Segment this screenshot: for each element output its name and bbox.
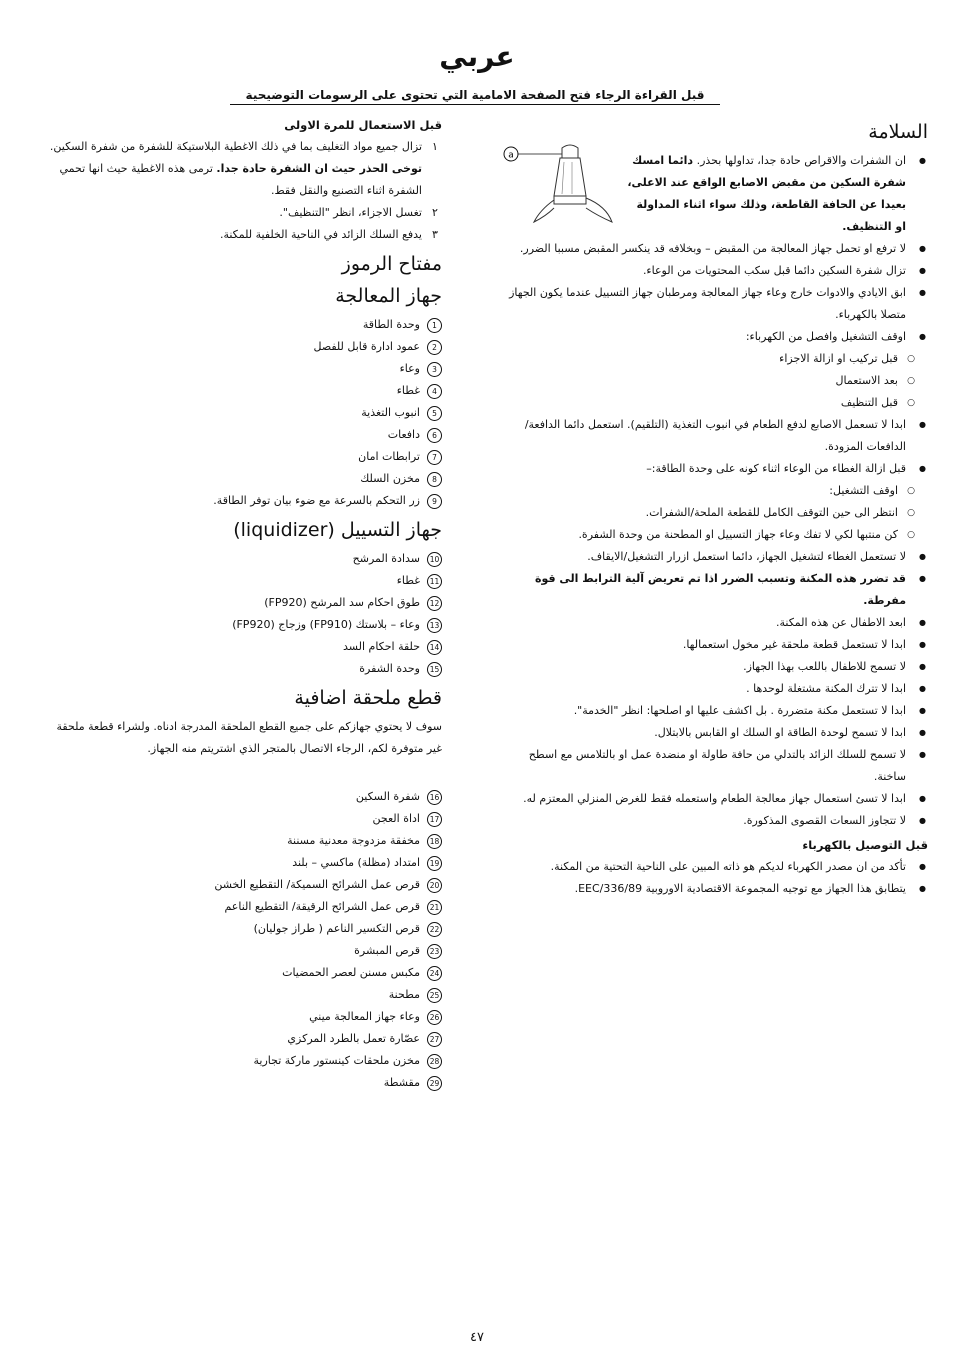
key-number-circle: 17 bbox=[427, 812, 442, 827]
first-use-text bbox=[48, 202, 422, 224]
lid-subitem: ○ كن منتبها لكي لا تفك وعاء جهاز التسييل او المطحنة من وحدة الشفرة. bbox=[498, 524, 928, 546]
key-item-label: دافعات bbox=[387, 428, 420, 441]
key-number-circle: 27 bbox=[427, 1032, 442, 1047]
key-item bbox=[48, 336, 442, 358]
lid-subitem: ○ انتظر الى حين التوقف الكامل للقطعة الملحة/الشفرات. bbox=[498, 502, 928, 524]
power-heading: قبل التوصيل بالكهرباء bbox=[802, 838, 928, 852]
power-bullets bbox=[498, 856, 928, 900]
key-item bbox=[48, 940, 442, 962]
first-use-number: ٣ bbox=[432, 228, 438, 241]
key-item-label: مخفقة مزدوجة معدنية مسننة bbox=[287, 834, 420, 847]
key-number-circle: 13 bbox=[427, 618, 442, 633]
attachments-paragraph: سوف لا يحتوي جهازكم على جميع القطع الملحقة المدرجة ادناه. ولشراء قطعة ملحقة غير متوفرة لكم، الرجاء الاتصال بالمتجر الذي اشتريتم منه الجهاز. bbox=[56, 720, 442, 755]
key-item bbox=[48, 1006, 442, 1028]
safety-bullet: ● ابدا لا تسعمل الاصابع لدفع الطعام في انبوب التغذية (التلقيم). استعمل دائما الدافعة/الدافعات المزودة. bbox=[498, 414, 928, 458]
key-item bbox=[48, 490, 442, 512]
first-use-heading: قبل الاستعمال للمرة الاولى bbox=[284, 118, 442, 132]
key-item-label: شفرة السكين bbox=[355, 790, 420, 803]
key-item-label: طوق احكام سد المرشح (FP920) bbox=[264, 596, 420, 609]
lid-sublist bbox=[498, 480, 928, 546]
key-number-circle: 19 bbox=[427, 856, 442, 871]
safety-bullet: ● لا تتجاوز السعات القصوى المذكورة. bbox=[498, 810, 928, 832]
key-item-label: حلقة احكام السد bbox=[343, 640, 420, 653]
safety-bullet: ● ابدا لا تترك المكنة مشتغلة لوحدها . bbox=[498, 678, 928, 700]
key-item bbox=[48, 1050, 442, 1072]
key-item-label: مقشطة bbox=[383, 1076, 420, 1089]
key-item bbox=[48, 852, 442, 874]
key-item-label: قرص المبشرة bbox=[354, 944, 420, 957]
key-item bbox=[48, 1028, 442, 1050]
key-item bbox=[48, 962, 442, 984]
key-item-label: مكبس مسنن لعصر الحمضيات bbox=[282, 966, 420, 979]
power-bullet: ● يتطابق هذا الجهاز مع توجيه المجموعة الاقتصادية الاوروبية EEC/336/89. bbox=[498, 878, 928, 900]
attachment-list bbox=[48, 786, 442, 1094]
key-item bbox=[48, 314, 442, 336]
key-number-circle: 5 bbox=[427, 406, 442, 421]
key-item-label: انبوب التغذية bbox=[361, 406, 420, 419]
lid-subitem: ○ اوقف التشغيل: bbox=[498, 480, 928, 502]
blade-warning-text: ان الشفرات والاقراص حادة جدا، تداولها بحذر. bbox=[696, 154, 906, 167]
key-number-circle: 16 bbox=[427, 790, 442, 805]
power-bullet: ● تأكد من ان مصدر الكهرباء لديكم هو ذاته المبين على الناحية التحتية من المكنة. bbox=[498, 856, 928, 878]
safety-bullet: ● ابعد الاطفال عن هذه المكنة. bbox=[498, 612, 928, 634]
attachments-heading: قطع ملحقة اضافية bbox=[294, 687, 442, 709]
key-number-circle: 11 bbox=[427, 574, 442, 589]
blade-warning-bold-1: دائما امسك شفرة السكين من مقبض الاصابع bbox=[632, 154, 906, 189]
key-item bbox=[48, 468, 442, 490]
key-number-circle: 25 bbox=[427, 988, 442, 1003]
first-use-text-before: يدفع السلك الزائد في الناحية الخلفية للمكنة. bbox=[219, 228, 422, 241]
key-number-circle: 3 bbox=[427, 362, 442, 377]
first-use-item bbox=[48, 224, 442, 246]
safety-bullet: ● ابق الايادي والادوات خارج وعاء جهاز المعالجة ومرطبان جهاز التسييل عندما يكون الجهاز متصلا بالكهرباء. bbox=[498, 282, 928, 326]
key-item-label: مطحنة bbox=[388, 988, 420, 1001]
left-column bbox=[48, 114, 442, 1094]
key-number-circle: 14 bbox=[427, 640, 442, 655]
safety-bullet: ● ابدا لا تستعمل قطعة ملحقة غير مخول استعمالها. bbox=[498, 634, 928, 656]
key-item-label: قرص التكسير الناعم ( طراز جوليان) bbox=[253, 922, 420, 935]
safety-bullets-2 bbox=[498, 414, 928, 480]
first-use-number: ٢ bbox=[432, 206, 438, 219]
key-item bbox=[48, 984, 442, 1006]
blade-warning-bold-2: الواقع عند الاعلى، بعيدا عن الحافة القاطعة، وذلك سواء اثناء المداولة او التنظيف. bbox=[627, 176, 906, 233]
key-item bbox=[48, 548, 442, 570]
key-item-label: مخزن ملحقات كينستور ماركة تجارية bbox=[253, 1054, 420, 1067]
key-number-circle: 15 bbox=[427, 662, 442, 677]
key-item bbox=[48, 1072, 442, 1094]
key-number-circle: 23 bbox=[427, 944, 442, 959]
unplug-subitem: ○ قبل تركيب او ازالة الاجزاء bbox=[498, 348, 928, 370]
key-number-circle: 26 bbox=[427, 1010, 442, 1025]
first-use-item bbox=[48, 202, 442, 224]
first-use-number: ١ bbox=[432, 140, 438, 153]
safety-heading: السلامة bbox=[868, 121, 928, 143]
page-number: ٤٧ bbox=[470, 1330, 484, 1345]
first-use-text-before: تغسل الاجزاء، انظر "التنظيف". bbox=[279, 206, 422, 219]
processor-heading: جهاز المعالجة bbox=[335, 285, 442, 307]
key-item bbox=[48, 896, 442, 918]
key-number-circle: 22 bbox=[427, 922, 442, 937]
safety-bullet: ● قبل ازالة الغطاء من الوعاء اثناء كونه على وحدة الطاقة:– bbox=[498, 458, 928, 480]
key-item-label: وعاء bbox=[399, 362, 420, 375]
liquidizer-heading: جهاز التسييل (liquidizer) bbox=[233, 519, 442, 541]
safety-bullet: ● ابدا لا تستعمل مكنة متضررة . بل اكشف عليها او اصلحها: انظر "الخدمة". bbox=[498, 700, 928, 722]
safety-bullet: ● ابدا لا تسمح لوحدة الطاقة او السلك او القابس بالابتلال. bbox=[498, 722, 928, 744]
safety-bullet: ● ابدا لا تسئ استعمال جهاز معالجة الطعام واستعمله فقط للغرض المنزلي المعتزم له. bbox=[498, 788, 928, 810]
key-item-label: وعاء جهاز المعالجة ميني bbox=[309, 1010, 420, 1023]
first-use-text bbox=[48, 136, 422, 202]
key-number-circle: 9 bbox=[427, 494, 442, 509]
key-item-label: زر التحكم بالسرعة مع ضوء بيان توفر الطاقة. bbox=[213, 494, 420, 507]
first-use-list bbox=[48, 136, 442, 246]
safety-bullet: ● تزال شفرة السكين دائما قبل سكب المحتويات من الوعاء. bbox=[498, 260, 928, 282]
key-item bbox=[48, 636, 442, 658]
key-item-label: عمود ادارة قابل للفصل bbox=[313, 340, 420, 353]
safety-bullet: ● لا ترفع او تحمل جهاز المعالجة من المقبض – وبخلافه قد ينكسر المقبض مسببا الضرر. bbox=[498, 238, 928, 260]
key-item-label: وحدة الشفرة bbox=[359, 662, 420, 675]
key-item-label: عصّارة تعمل بالطرد المركزي bbox=[287, 1032, 420, 1045]
key-number-circle: 1 bbox=[427, 318, 442, 333]
right-column bbox=[498, 114, 928, 900]
unplug-subitem: ○ بعد الاستعمال bbox=[498, 370, 928, 392]
key-item bbox=[48, 874, 442, 896]
key-item-label: غطاء bbox=[396, 574, 420, 587]
first-use-item bbox=[48, 136, 442, 202]
key-number-circle: 21 bbox=[427, 900, 442, 915]
safety-bullet: ● اوقف التشغيل وافصل من الكهرباء: bbox=[498, 326, 928, 348]
unplug-subitem: ○ قبل التنظيف bbox=[498, 392, 928, 414]
key-heading: مفتاح الرموز bbox=[341, 253, 442, 275]
key-number-circle: 20 bbox=[427, 878, 442, 893]
key-number-circle: 10 bbox=[427, 552, 442, 567]
safety-bullet-bold: ● قد تضرر هذه المكنة وتسبب الضرر اذا تم تعريض آلية الترابط الى قوة مفرطة. bbox=[498, 568, 928, 612]
key-item-label: وعاء – بلاستك (FP910) وزجاج (FP920) bbox=[232, 618, 420, 631]
key-item-label: قرص عمل الشرائح الرقيقة/ التقطيع الناعم bbox=[224, 900, 420, 913]
key-number-circle: 6 bbox=[427, 428, 442, 443]
key-item-label: مخزن السلك bbox=[360, 472, 420, 485]
key-number-circle: 29 bbox=[427, 1076, 442, 1091]
key-number-circle: 4 bbox=[427, 384, 442, 399]
key-item-label: ترابطات امان bbox=[358, 450, 420, 463]
key-number-circle: 8 bbox=[427, 472, 442, 487]
liquidizer-list bbox=[48, 548, 442, 680]
first-use-text-before: تزال جميع مواد التغليف بما في ذلك الاغطية البلاستيكة للشفرة من شفرة السكين. bbox=[49, 140, 422, 153]
key-item bbox=[48, 614, 442, 636]
key-item bbox=[48, 380, 442, 402]
key-number-circle: 7 bbox=[427, 450, 442, 465]
key-item bbox=[48, 358, 442, 380]
key-item bbox=[48, 592, 442, 614]
key-item bbox=[48, 918, 442, 940]
key-item bbox=[48, 830, 442, 852]
safety-bullets-3 bbox=[498, 612, 928, 832]
unplug-sublist bbox=[498, 348, 928, 414]
key-item bbox=[48, 808, 442, 830]
key-item-label: وحدة الطاقة bbox=[362, 318, 420, 331]
first-use-text-after: ترمى هذه الاغطية حيث انها تحمي الشفرة اثناء التصنيع والنقل فقط. bbox=[59, 162, 422, 197]
safety-bullets bbox=[498, 238, 928, 348]
safety-bullet: ● لا تسمح للاطفال باللعب بهذا الجهاز. bbox=[498, 656, 928, 678]
first-use-text bbox=[48, 224, 422, 246]
key-item bbox=[48, 402, 442, 424]
key-number-circle: 18 bbox=[427, 834, 442, 849]
blade-warning bbox=[498, 150, 928, 238]
key-item bbox=[48, 570, 442, 592]
key-number-circle: 2 bbox=[427, 340, 442, 355]
key-item-label: قرص عمل الشرائح السميكة/ التقطيع الخشن bbox=[214, 878, 420, 891]
callout-a-label: a bbox=[508, 150, 514, 161]
key-item bbox=[48, 658, 442, 680]
key-number-circle: 28 bbox=[427, 1054, 442, 1069]
safety-bullet-interlock: ● لا تستعمل الغطاء لتشغيل الجهاز، دائما استعمل ازرار التشغيل/الايقاف. bbox=[498, 546, 928, 568]
safety-bullet: ● لا تسمح للسلك الزائد بالتدلي من حافة طاولة او منضدة عمل او بالتلامس مع اسطح ساخنة. bbox=[498, 744, 928, 788]
intro-note: قبل القراءة الرجاء فتح الصفحة الامامية التي تحتوى على الرسومات التوضيحية bbox=[230, 88, 720, 105]
key-item-label: امتداد (مظلة) ماكسي – بلند bbox=[292, 856, 420, 869]
key-item bbox=[48, 424, 442, 446]
key-item bbox=[48, 786, 442, 808]
key-number-circle: 12 bbox=[427, 596, 442, 611]
key-item bbox=[48, 446, 442, 468]
key-item-label: سدادة المرشح bbox=[352, 552, 420, 565]
key-item-label: اداة العجن bbox=[372, 812, 420, 825]
processor-list bbox=[48, 314, 442, 512]
key-item-label: غطاء bbox=[396, 384, 420, 397]
page-title: عربي bbox=[439, 40, 515, 73]
key-number-circle: 24 bbox=[427, 966, 442, 981]
first-use-text-bold: توخى الحذر حيث ان الشفرة حادة جدا. bbox=[216, 162, 422, 175]
